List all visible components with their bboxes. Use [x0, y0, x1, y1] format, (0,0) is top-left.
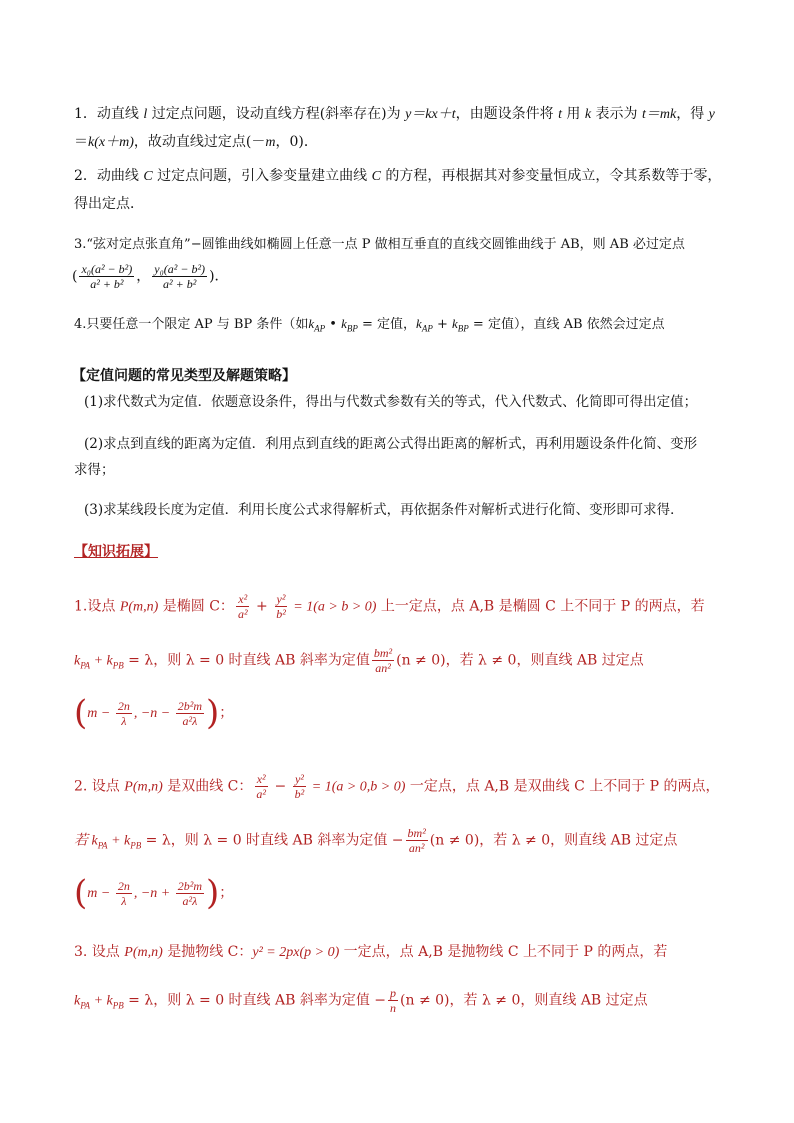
p1-line1	[74, 104, 715, 125]
p1-equation: t＝mk	[641, 107, 677, 122]
p3-paren: (	[72, 268, 78, 285]
p1-equation: k(x＋m)	[88, 135, 134, 150]
p1-var: l	[143, 107, 148, 122]
e2-frac-x: $\frac{\text{x²}}{\text{a²}}$	[256, 772, 266, 801]
p1-text: ，由题设条件将	[455, 106, 559, 122]
e1-frac-y: $\frac{\text{y²}}{\text{b²}}$	[276, 592, 286, 621]
section2-title: 【知识拓展】	[74, 544, 158, 560]
p3-paren: )．	[209, 268, 229, 285]
p1-text: 1．动直线	[74, 106, 144, 122]
p1-text: 表示为	[591, 106, 642, 122]
e3-line2: $k_{PA} + k_{PB} = \lambda$，则 λ = 0 时直线 AB 斜率为定值 − $\frac{p}{n}$ (n ≠ 0)，若 λ ≠ 0，则直线 AB 过定点	[74, 986, 648, 1015]
p3-fraction-2: $\frac{\text{y₀(a² − b²)}}{\text{a² + b²}}$	[154, 262, 206, 291]
p3-fraction-1: $\frac{\text{x₀(a² − b²)}}{\text{a² + b²}}$	[81, 262, 133, 291]
p2-text: 2．动曲线	[74, 168, 144, 184]
e1-frac-x: $\frac{\text{x²}}{\text{a²}}$	[237, 592, 248, 621]
p1-var: y	[708, 107, 715, 122]
e2-line1: 2. 设点 P(m,n) 是双曲线 C： $\frac{\text{x²}}{\text{a²}}$ − $\frac{\text{y²}}{\text{b²}}$ = 1(a > 0,b > 0) 一定点，点 A,B 是双曲线 C 上不同于 P 的两点，	[74, 772, 720, 801]
e1-line2: $k_{PA} + k_{PB} = \lambda$，则 λ = 0 时直线 AB 斜率为定值 $\frac{\text{bm²}}{\text{an²}}$ (n ≠ 0)，若 λ ≠ 0，则直线 AB 过定点	[74, 646, 644, 675]
e1-frac-b: $\frac{\text{2b²m}}{\text{a²λ}}$	[177, 698, 202, 728]
section1-item1: (1)求代数式为定值．依题意设条件，得出与代数式参数有关的等式，代入代数式、化简即可得出定值；	[84, 394, 698, 410]
e3-line1: 3. 设点 P(m,n) 是抛物线 C：y² = 2px(p > 0) 一定点，点 A,B 是抛物线 C 上不同于 P 的两点，若	[74, 944, 668, 960]
p2-text: 过定点问题，引入参变量建立曲线	[152, 168, 372, 184]
e1-line1: 1.设点 P(m,n) 是椭圆 C： $\frac{\text{x²}}{\text{a²}}$ + $\frac{\text{y²}}{\text{b²}}$ = 1(a > b > 0) 上一定点，点 A,B 是椭圆 C 上不同于 P 的两点，若	[74, 592, 705, 621]
p2-line2	[74, 194, 144, 214]
p1-line2	[74, 132, 318, 153]
p1-var: t	[558, 107, 562, 122]
p1-text: ＝	[74, 134, 88, 150]
p2-line1	[74, 166, 721, 187]
p1-text: ，得	[676, 106, 709, 122]
p1-var: m	[265, 135, 276, 150]
p3-text: 3.“弦对定点张直角”−圆锥曲线如椭圆上任意一点 P 做相互垂直的直线交圆锥曲线于 AB，则 AB 必过定点	[74, 237, 685, 252]
p2-text: 得出定点．	[74, 196, 144, 212]
p1-text: 过定点问题，设动直线方程(斜率存在)为	[147, 106, 406, 122]
p1-text: 用	[561, 106, 585, 122]
e2-frac-b: $\frac{\text{2b²m}}{\text{a²λ}}$	[177, 878, 202, 908]
e2-line2: 若 $k_{PA} + k_{PB} = \lambda$，则 λ = 0 时直线 AB 斜率为定值 − $\frac{\text{bm²}}{\text{an²}}$ (n ≠ 0)，若 λ ≠ 0，则直线 AB 过定点	[74, 826, 678, 855]
p2-var: C	[371, 169, 381, 184]
p3-line2: ( $\frac{\text{x₀(a² − b²)}}{\text{a² + b²}}$ ， $\frac{\text{y₀(a² − b²)}}{\text{a² + b²}}$ )．	[72, 262, 229, 291]
p1-text: ，故动直线过定点(－	[133, 134, 266, 150]
p2-text: 的方程，再根据其对参变量恒成立，令其系数等于零，	[380, 168, 722, 184]
p1-equation: y＝kx＋t	[405, 107, 456, 122]
p1-text: ，0)．	[275, 134, 318, 150]
e1-frac-slope: $\frac{\text{bm²}}{\text{an²}}$	[373, 646, 393, 675]
section1-item3: (3)求某线段长度为定值．利用长度公式求得解析式，再依据条件对解析式进行化简、变形即可求得．	[84, 502, 684, 518]
p2-var: C	[143, 169, 153, 184]
section1-item2a: (2)求点到直线的距离为定值．利用点到直线的距离公式得出距离的解析式，再利用题设条件化简、变形	[84, 436, 698, 452]
e1-line3: (m − $\frac{2n}{\lambda}$ , −n − $\frac{\text{2b²m}}{\text{a²λ}}$ )；	[74, 693, 234, 733]
e3-frac-slope: $\frac{p}{n}$	[390, 986, 397, 1015]
section1-item2b: 求得；	[74, 462, 115, 478]
p1-var: k	[584, 107, 592, 122]
e2-frac-y: $\frac{\text{y²}}{\text{b²}}$	[294, 772, 305, 801]
e1-frac-a: $\frac{2n}{\lambda}$	[117, 698, 130, 728]
e2-frac-slope: $\frac{\text{bm²}}{\text{an²}}$	[407, 826, 426, 855]
p4-line: 4.只要任意一个限定 AP 与 BP 条件（如$k_{AP}$ • $k_{BP}$ = 定值，$k_{AP} + k_{BP}$ = 定值），直线 AB 依然会过定点	[74, 316, 665, 334]
p3-line1	[74, 235, 685, 255]
section1-title: 【定值问题的常见类型及解题策略】	[72, 368, 296, 384]
e2-frac-a: $\frac{2n}{\lambda}$	[117, 878, 130, 908]
e2-line3: (m − $\frac{2n}{\lambda}$ , −n + $\frac{\text{2b²m}}{\text{a²λ}}$ )；	[74, 873, 234, 913]
